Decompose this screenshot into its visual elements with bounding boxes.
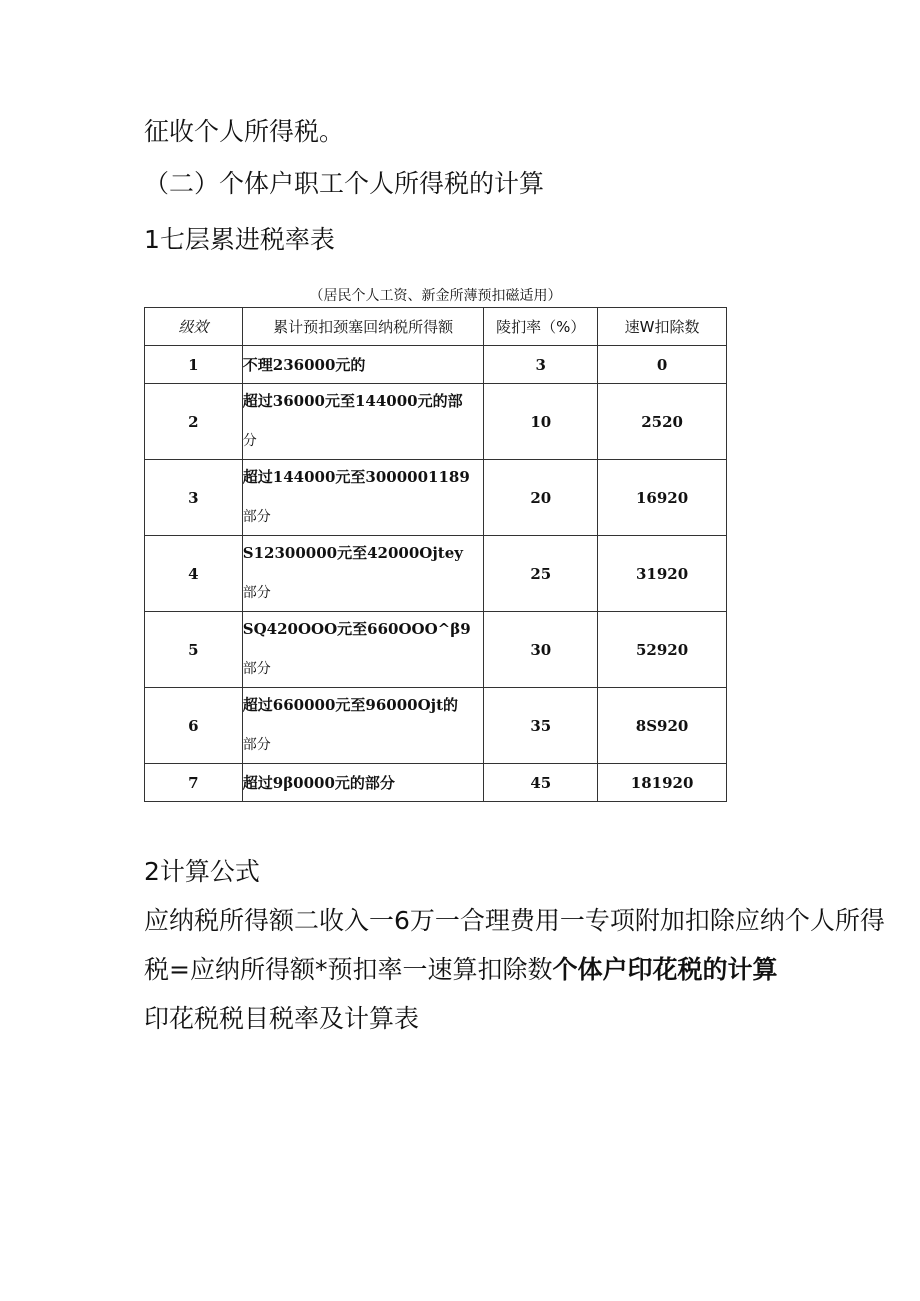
tax-rate-table	[144, 307, 727, 802]
cell-range	[242, 688, 484, 764]
cell-range-line2: 部分	[242, 509, 271, 525]
cell-range-line1: 超过144000元至3000001189	[242, 468, 470, 486]
cell-range-line1: 超过660000元至96000Ojt的	[242, 696, 458, 714]
header-income-range: 累计预扣颈塞回纳税所得额	[242, 308, 484, 346]
cell-level: 4	[145, 536, 243, 612]
cell-range	[242, 764, 484, 802]
cell-level: 6	[145, 688, 243, 764]
cell-range-text: 超过9β0000元的部分	[242, 774, 395, 792]
cell-range	[242, 346, 484, 384]
table-row	[145, 460, 727, 536]
cell-level: 5	[145, 612, 243, 688]
table-caption: （居民个人工资、新金所薄预扣磁适用）	[309, 288, 562, 304]
cell-range-line2: 分	[242, 433, 257, 449]
subheading-formula: 2计算公式	[144, 857, 260, 886]
cell-rate: 35	[484, 688, 598, 764]
stamp-tax-heading: 个体户印花税的计算	[552, 955, 778, 984]
table-row	[145, 612, 727, 688]
cell-level: 2	[145, 384, 243, 460]
cell-level: 3	[145, 460, 243, 536]
paragraph-line-1: 征收个人所得税。	[144, 117, 345, 146]
cell-range-text: 不理236000元的	[242, 356, 366, 374]
formula-line-2	[144, 954, 777, 986]
cell-range-line2: 部分	[242, 585, 271, 601]
cell-rate: 20	[484, 460, 598, 536]
cell-range-line2: 部分	[242, 737, 271, 753]
header-rate: 陵扪率（%）	[484, 308, 598, 346]
cell-rate: 25	[484, 536, 598, 612]
cell-quick: 52920	[598, 612, 727, 688]
cell-rate: 45	[484, 764, 598, 802]
cell-range	[242, 536, 484, 612]
table-row	[145, 688, 727, 764]
cell-quick: 2520	[598, 384, 727, 460]
stamp-tax-table-title: 印花税税目税率及计算表	[144, 1004, 420, 1033]
table-row	[145, 536, 727, 612]
header-quick-deduction: 速W扣除数	[598, 308, 727, 346]
cell-range	[242, 460, 484, 536]
table-row	[145, 764, 727, 802]
table-row	[145, 346, 727, 384]
cell-rate: 3	[484, 346, 598, 384]
cell-quick: 31920	[598, 536, 727, 612]
cell-quick: 8S920	[598, 688, 727, 764]
cell-range-line1: S12300000元至42000Ojtey	[242, 544, 463, 562]
cell-quick: 181920	[598, 764, 727, 802]
cell-level: 1	[145, 346, 243, 384]
cell-range-line1: SQ420OOO元至660OOO^β9	[242, 620, 471, 638]
cell-range	[242, 384, 484, 460]
cell-range-line2: 部分	[242, 661, 271, 677]
cell-range	[242, 612, 484, 688]
cell-level: 7	[145, 764, 243, 802]
cell-range-line1: 超过36000元至144000元的部	[242, 392, 463, 410]
section-heading: （二）个体户职工个人所得税的计算	[144, 169, 545, 198]
header-level: 级效	[145, 308, 243, 346]
cell-rate: 30	[484, 612, 598, 688]
cell-quick: 16920	[598, 460, 727, 536]
formula-line-1: 应纳税所得额二收入一6万一合理费用一专项附加扣除应纳个人所得	[144, 906, 885, 935]
subheading-tax-table: 1七层累进税率表	[144, 225, 335, 254]
formula-text: 税=应纳所得额*预扣率一速算扣除数	[144, 955, 553, 984]
table-row	[145, 384, 727, 460]
cell-rate: 10	[484, 384, 598, 460]
cell-quick: 0	[598, 346, 727, 384]
